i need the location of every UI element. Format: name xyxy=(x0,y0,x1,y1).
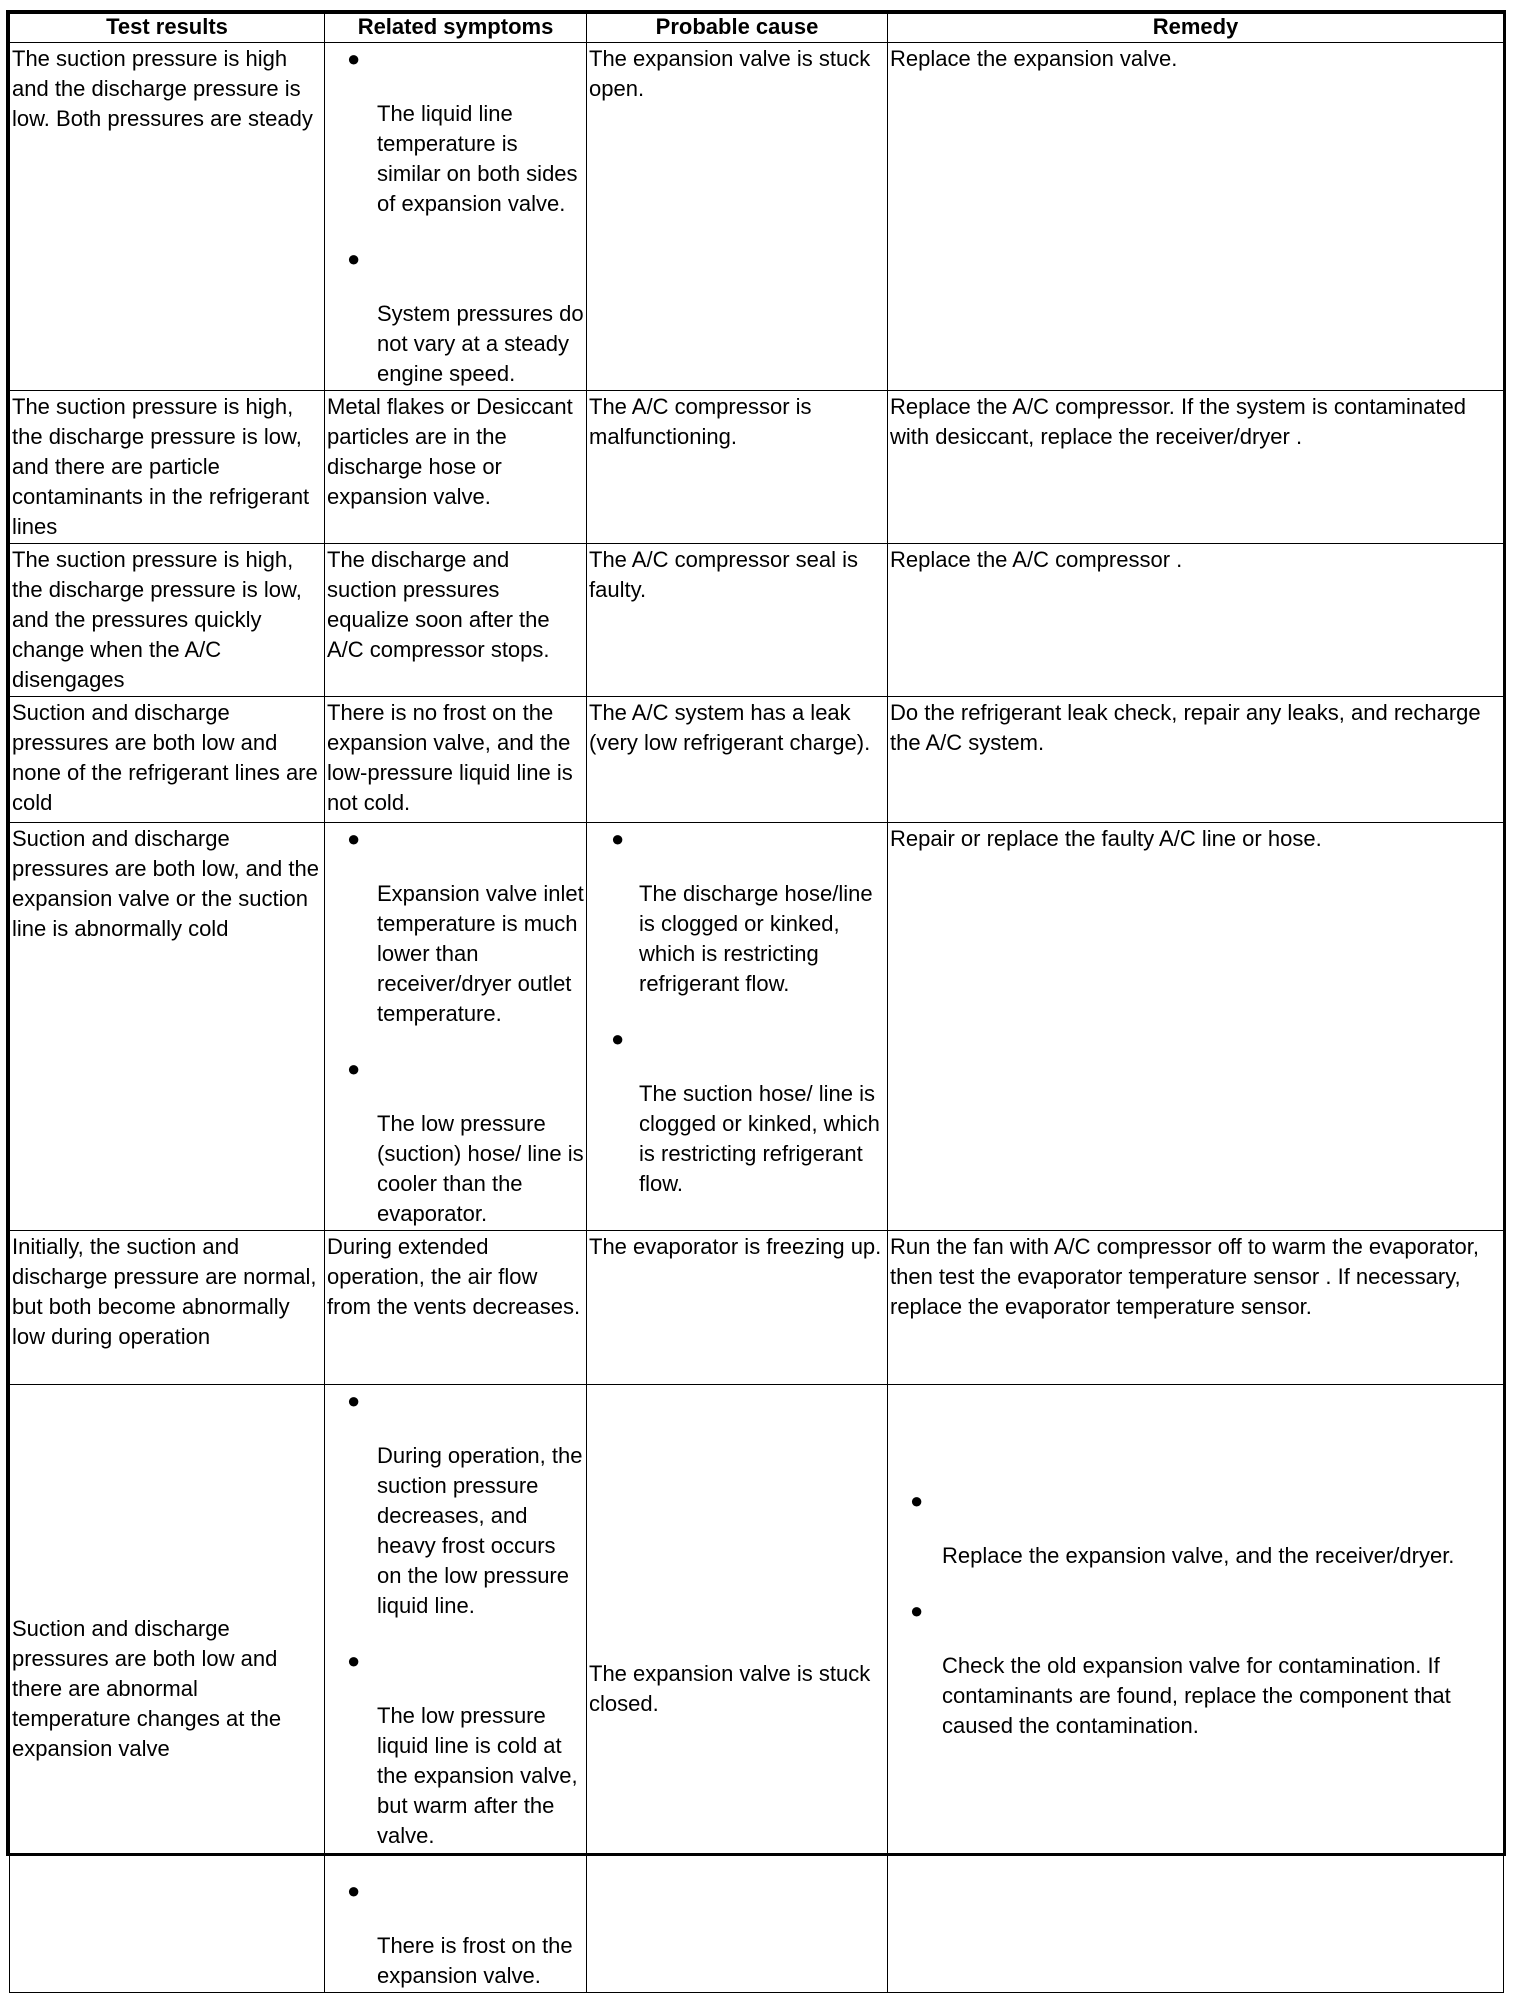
cause-item xyxy=(589,1024,885,1199)
test-result-cell: The suction pressure is high, the discharge pressure is low, and the pressures quickly change when the A/C disengages xyxy=(10,544,325,697)
table-row xyxy=(10,1231,1504,1385)
symptom-list xyxy=(327,824,584,1229)
symptom-text: The low pressure (suction) hose/ line is cooler than the evaporator. xyxy=(377,1111,584,1226)
remedy-cell xyxy=(888,1385,1504,1993)
symptoms-cell xyxy=(325,823,587,1231)
symptom-text: Expansion valve inlet temperature is much lower than receiver/dryer outlet temperature. xyxy=(377,881,584,1026)
remedy-item xyxy=(890,1486,1501,1571)
symptom-list xyxy=(327,44,584,389)
cause-text: The discharge hose/line is clogged or kinked, which is restricting refrigerant flow. xyxy=(639,881,873,996)
table-row xyxy=(10,697,1504,823)
symptom-text: The liquid line temperature is similar on both sides of expansion valve. xyxy=(377,101,578,216)
symptoms-cell xyxy=(325,43,587,391)
symptoms-cell: There is no frost on the expansion valve, and the low-pressure liquid line is not cold. xyxy=(325,697,587,823)
symptom-item xyxy=(327,44,584,219)
troubleshooting-page xyxy=(6,10,1506,1988)
cause-cell: The A/C compressor is malfunctioning. xyxy=(587,391,888,544)
remedy-cell: Do the refrigerant leak check, repair any leaks, and recharge the A/C system. xyxy=(888,697,1504,823)
symptoms-cell: The discharge and suction pressures equalize soon after the A/C compressor stops. xyxy=(325,544,587,697)
table-row xyxy=(10,43,1504,391)
symptoms-cell: During extended operation, the air flow from the vents decreases. xyxy=(325,1231,587,1385)
bullet: ● xyxy=(347,826,361,851)
remedy-cell: Run the fan with A/C compressor off to warm the evaporator, then test the evaporator temperature sensor . If necessary, replace the evaporator temperature sensor. xyxy=(888,1231,1504,1385)
test-result-cell: Suction and discharge pressures are both low, and the expansion valve or the suction line is abnormally cold xyxy=(10,823,325,1231)
symptom-text: There is frost on the expansion valve. xyxy=(377,1933,573,1988)
bullet: ● xyxy=(910,1488,924,1513)
symptoms-cell xyxy=(325,1385,587,1993)
bullet: ● xyxy=(347,1878,361,1903)
test-result-cell: The suction pressure is high and the discharge pressure is low. Both pressures are steady xyxy=(10,43,325,391)
cause-cell xyxy=(587,823,888,1231)
cause-cell: The A/C compressor seal is faulty. xyxy=(587,544,888,697)
symptom-item xyxy=(327,1054,584,1229)
header-related-symptoms: Related symptoms xyxy=(325,14,587,43)
table-row xyxy=(10,823,1504,1231)
cause-list xyxy=(589,824,885,1199)
test-result-cell: Initially, the suction and discharge pressure are normal, but both become abnormally low during operation xyxy=(10,1231,325,1385)
table-row xyxy=(10,544,1504,697)
bullet: ● xyxy=(611,826,625,851)
header-probable-cause: Probable cause xyxy=(587,14,888,43)
remedy-wrap xyxy=(890,1386,1501,1741)
symptom-item xyxy=(327,1386,584,1621)
bullet: ● xyxy=(347,1388,361,1413)
test-result-cell: Suction and discharge pressures are both low and none of the refrigerant lines are cold xyxy=(10,697,325,823)
cause-item xyxy=(589,824,885,999)
remedy-item xyxy=(890,1596,1501,1741)
test-result-cell: Suction and discharge pressures are both low and there are abnormal temperature changes at the expansion valve xyxy=(10,1385,325,1993)
symptom-text: The low pressure liquid line is cold at the expansion valve, but warm after the valve. xyxy=(377,1703,578,1848)
bullet: ● xyxy=(347,46,361,71)
symptoms-cell: Metal flakes or Desiccant particles are in the discharge hose or expansion valve. xyxy=(325,391,587,544)
bullet: ● xyxy=(347,246,361,271)
header-remedy: Remedy xyxy=(888,14,1504,43)
cause-text: The suction hose/ line is clogged or kinked, which is restricting refrigerant flow. xyxy=(639,1081,880,1196)
ac-pressure-diagnosis-table xyxy=(9,13,1504,1993)
table-row xyxy=(10,1385,1504,1993)
symptom-text: System pressures do not vary at a steady engine speed. xyxy=(377,301,584,386)
cause-cell: The evaporator is freezing up. xyxy=(587,1231,888,1385)
remedy-text: Replace the expansion valve, and the receiver/dryer. xyxy=(942,1543,1455,1568)
symptom-list xyxy=(327,1386,584,1991)
bullet: ● xyxy=(611,1026,625,1051)
remedy-text: Check the old expansion valve for contamination. If contaminants are found, replace the component that caused the contamination. xyxy=(942,1653,1451,1738)
bullet: ● xyxy=(347,1648,361,1673)
bullet: ● xyxy=(910,1598,924,1623)
remedy-cell: Repair or replace the faulty A/C line or hose. xyxy=(888,823,1504,1231)
table-header-row xyxy=(10,14,1504,43)
remedy-cell: Replace the A/C compressor . xyxy=(888,544,1504,697)
symptom-item xyxy=(327,1876,584,1991)
cause-cell: The expansion valve is stuck closed. xyxy=(587,1385,888,1993)
cause-cell: The expansion valve is stuck open. xyxy=(587,43,888,391)
remedy-cell: Replace the A/C compressor. If the system is contaminated with desiccant, replace the receiver/dryer . xyxy=(888,391,1504,544)
header-test-results: Test results xyxy=(10,14,325,43)
symptom-text: During operation, the suction pressure decreases, and heavy frost occurs on the low pressure liquid line. xyxy=(377,1443,583,1618)
remedy-cell: Replace the expansion valve. xyxy=(888,43,1504,391)
symptom-item xyxy=(327,1646,584,1851)
cause-cell: The A/C system has a leak (very low refrigerant charge). xyxy=(587,697,888,823)
symptom-item xyxy=(327,824,584,1029)
test-result-cell: The suction pressure is high, the discharge pressure is low, and there are particle contaminants in the refrigerant lines xyxy=(10,391,325,544)
bullet: ● xyxy=(347,1056,361,1081)
table-row xyxy=(10,391,1504,544)
remedy-list xyxy=(890,1486,1501,1741)
symptom-item xyxy=(327,244,584,389)
